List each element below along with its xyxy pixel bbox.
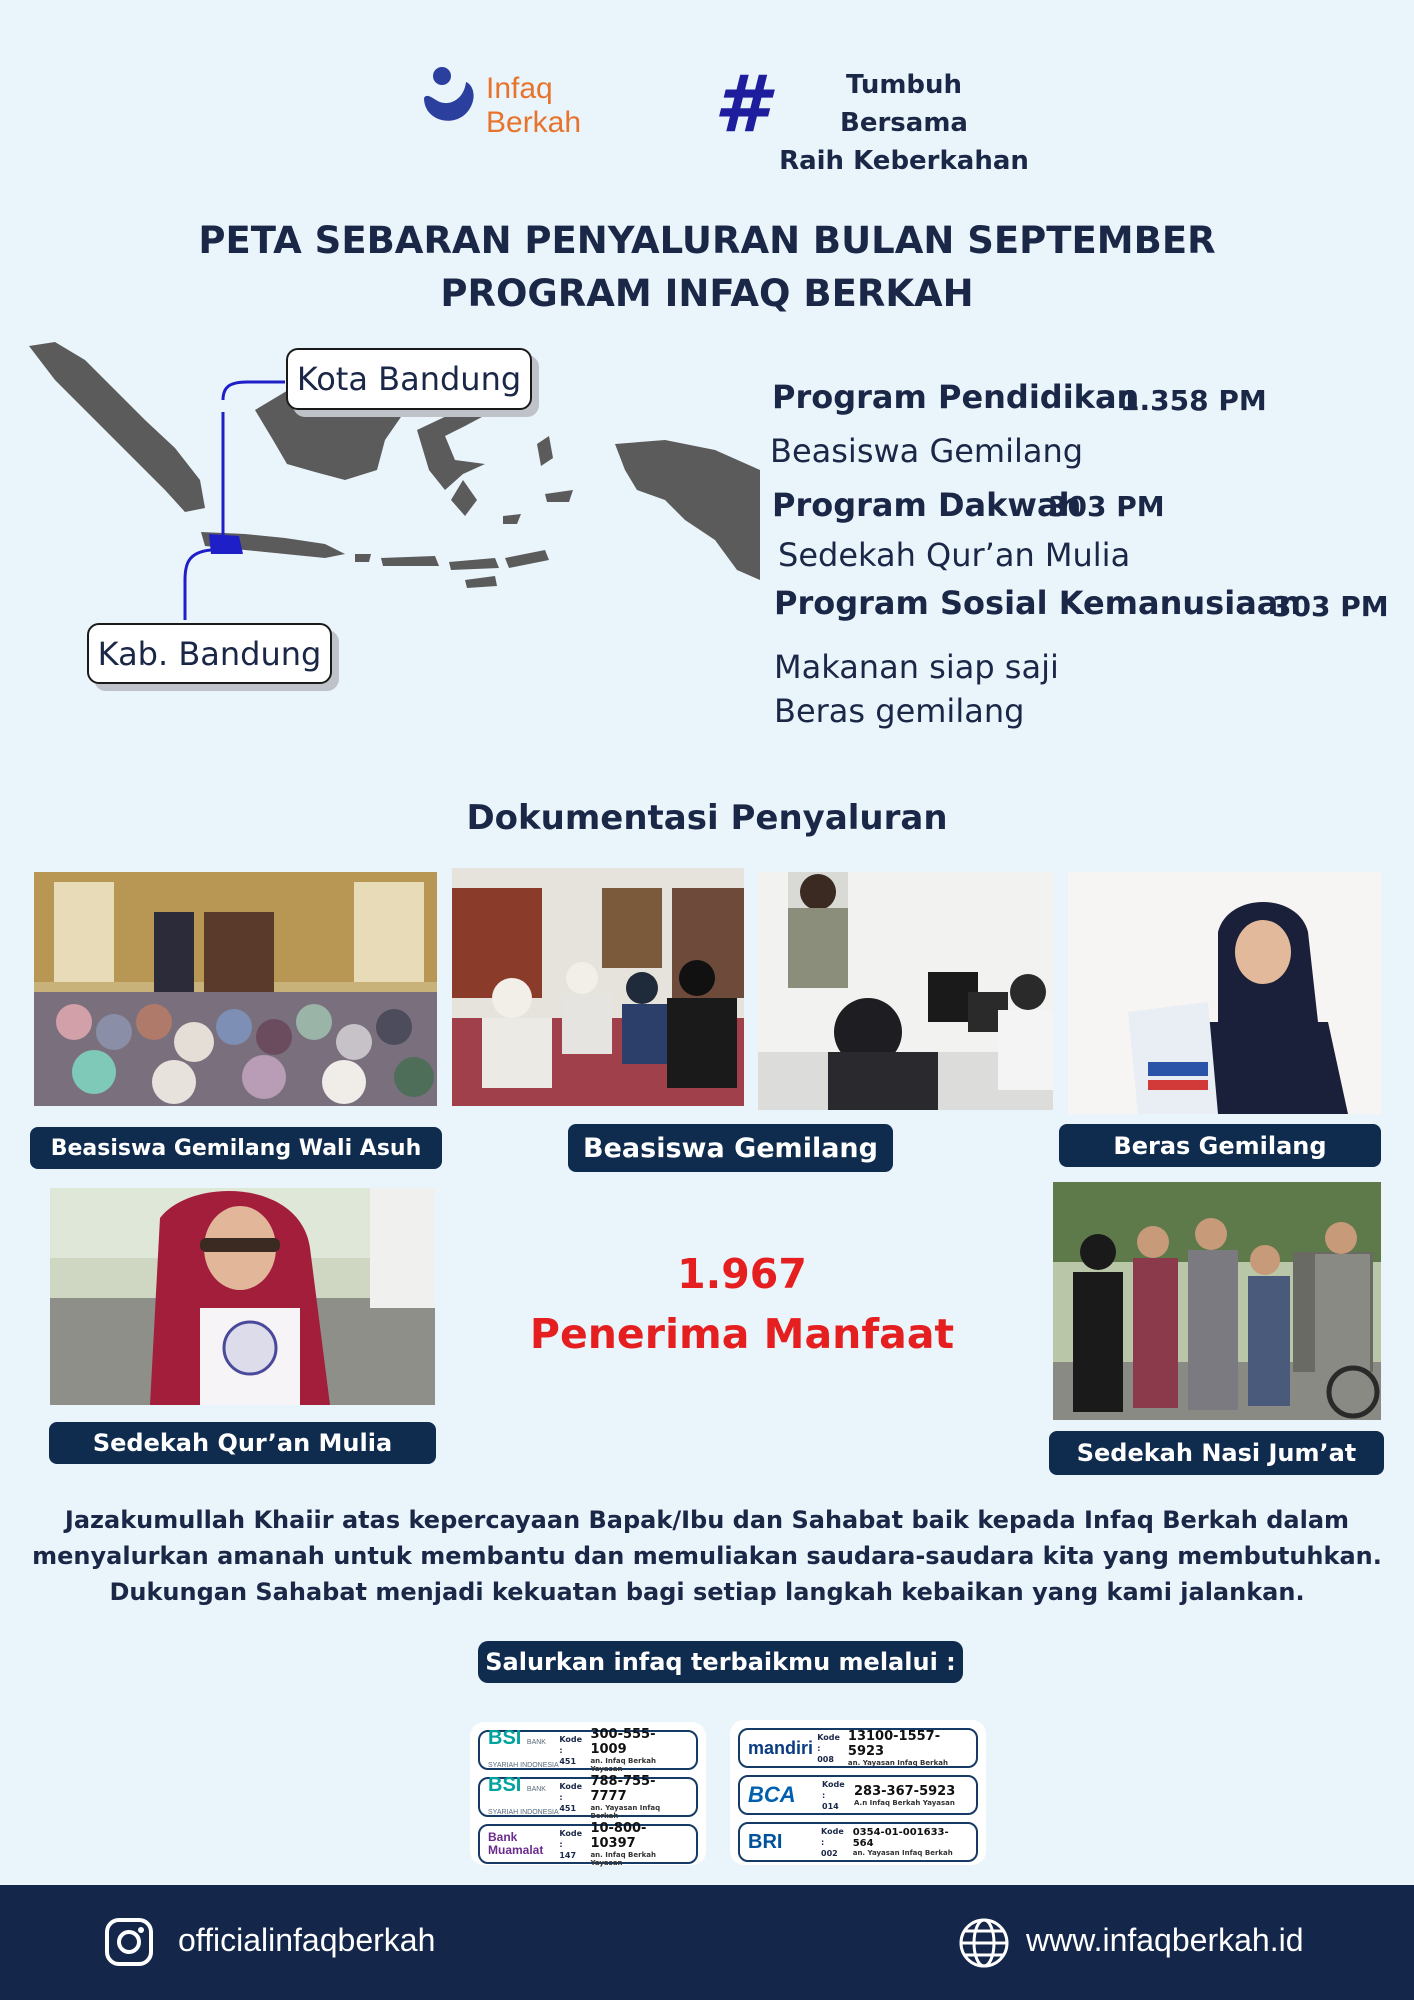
- program-sosial-item-1: Makanan siap saji: [774, 648, 1059, 686]
- tagline-line1: Tumbuh Bersama: [840, 70, 968, 138]
- label-beras-gemilang: Beras Gemilang: [1059, 1124, 1381, 1167]
- account-number: 300-555-1009: [590, 1727, 656, 1757]
- program-dakwah-count: 303 PM: [1048, 490, 1165, 523]
- page-title-line1: PETA SEBARAN PENYALURAN BULAN SEPTEMBER: [198, 219, 1216, 262]
- bank-kode: Kode : 014: [822, 1779, 845, 1811]
- photo-beras-gemilang: [1068, 872, 1381, 1114]
- photo-nasi-jumat: [1053, 1182, 1381, 1420]
- bank-row-muamalat: [478, 1821, 698, 1867]
- account-name: an. Yayasan Infaq Berkah: [847, 1759, 948, 1767]
- footer: [0, 1885, 1414, 2000]
- photo-beasiswa-gemilang-2: [758, 872, 1053, 1110]
- account-name: an. Infaq Berkah Yayasan: [590, 1757, 656, 1773]
- bsi-logo: BSI BANK SYARIAH INDONESIA: [488, 1774, 559, 1816]
- bank-row-mandiri: [738, 1728, 978, 1768]
- mandiri-logo: mandiri: [748, 1737, 814, 1758]
- hashtag-icon: #: [714, 60, 769, 150]
- logo-line1: Infaq: [486, 72, 553, 105]
- account-name: A.n Infaq Berkah Yayasan: [854, 1798, 955, 1807]
- callout-kota-bandung: Kota Bandung: [286, 348, 532, 410]
- photo-beasiswa-gemilang-1: [452, 868, 744, 1106]
- bank-row-bca: [738, 1775, 978, 1815]
- photo-wali-asuh: [34, 872, 437, 1106]
- account-name: an. Infaq Berkah Yayasan: [590, 1851, 656, 1867]
- photo-quran: [50, 1188, 435, 1405]
- thanks-line3: Dukungan Sahabat menjadi kekuatan bagi setiap langkah kebaikan yang kami jalankan.: [109, 1578, 1305, 1606]
- bsi-logo: BSI BANK SYARIAH INDONESIA: [488, 1727, 559, 1769]
- page-title: [0, 214, 1414, 320]
- label-beasiswa-gemilang: Beasiswa Gemilang: [568, 1124, 893, 1172]
- website-link[interactable]: www.infaqberkah.id: [1026, 1922, 1304, 1958]
- bandung-highlight: [209, 534, 243, 554]
- muamalat-logo: Bank Muamalat: [488, 1830, 544, 1857]
- instagram-icon: [104, 1917, 154, 1971]
- bank-kode: Kode : 008: [817, 1732, 840, 1764]
- account-name: an. Yayasan Infaq Berkah: [590, 1804, 661, 1820]
- bank-kode: Kode : 451: [559, 1734, 583, 1766]
- account-number: 283-367-5923: [854, 1783, 956, 1799]
- documentation-heading: Dokumentasi Penyaluran: [466, 798, 948, 838]
- bank-row-bsi-2: [478, 1774, 698, 1820]
- label-nasi-jumat: Sedekah Nasi Jum’at: [1049, 1431, 1384, 1475]
- bank-kode: Kode : 002: [821, 1826, 844, 1858]
- logo-mark-icon: [418, 64, 478, 142]
- tagline-line2: Raih Keberkahan: [779, 146, 1029, 176]
- tagline: [778, 66, 1030, 180]
- program-dakwah-item: Sedekah Qur’an Mulia: [778, 536, 1131, 574]
- account-number: 10-800-10397: [590, 1821, 647, 1851]
- account-number: 13100-1557-5923: [847, 1729, 941, 1759]
- bank-kode: Kode : 451: [559, 1781, 583, 1813]
- program-pendidikan-item: Beasiswa Gemilang: [770, 432, 1084, 470]
- bank-card-right: [730, 1720, 986, 1865]
- logo-line2: Berkah: [486, 106, 582, 139]
- program-sosial-title: Program Sosial Kemanusiaan: [774, 584, 1302, 622]
- logo-text: [486, 72, 581, 140]
- bank-kode: Kode : 147: [559, 1828, 583, 1860]
- bank-row-bri: [738, 1822, 978, 1862]
- globe-icon: [958, 1917, 1010, 1973]
- page-title-line2: PROGRAM INFAQ BERKAH: [440, 272, 974, 315]
- thanks-message: [0, 1502, 1414, 1610]
- bri-logo: BRI: [748, 1830, 783, 1853]
- program-sosial-count: 303 PM: [1272, 590, 1389, 623]
- program-pendidikan-title: Program Pendidikan: [772, 378, 1140, 416]
- bank-card-left: [470, 1722, 706, 1865]
- account-name: an. Yayasan Infaq Berkah: [852, 1849, 953, 1857]
- account-number: 0354-01-001633-564: [852, 1827, 949, 1849]
- thanks-line2: menyalurkan amanah untuk membantu dan memuliakan saudara-saudara kita yang membutuhkan.: [32, 1542, 1382, 1570]
- callout-kab-bandung: Kab. Bandung: [87, 623, 332, 684]
- donation-cta: Salurkan infaq terbaikmu melalui :: [478, 1641, 963, 1683]
- program-sosial-item-2: Beras gemilang: [774, 692, 1025, 730]
- bca-logo: BCA: [748, 1782, 796, 1807]
- beneficiary-label: Penerima Manfaat: [529, 1310, 955, 1358]
- beneficiary-count: 1.967: [677, 1250, 807, 1298]
- bank-row-bsi-1: [478, 1727, 698, 1773]
- program-dakwah-title: Program Dakwah: [772, 486, 1082, 524]
- instagram-handle[interactable]: officialinfaqberkah: [178, 1922, 436, 1958]
- account-number: 788-755-7777: [590, 1774, 656, 1804]
- label-wali-asuh: Beasiswa Gemilang Wali Asuh: [30, 1127, 442, 1169]
- label-quran-mulia: Sedekah Qur’an Mulia: [49, 1422, 436, 1464]
- program-pendidikan-count: 1.358 PM: [1120, 384, 1267, 417]
- thanks-line1: Jazakumullah Khaiir atas kepercayaan Bapak/Ibu dan Sahabat baik kepada Infaq Berkah dalam: [64, 1506, 1350, 1534]
